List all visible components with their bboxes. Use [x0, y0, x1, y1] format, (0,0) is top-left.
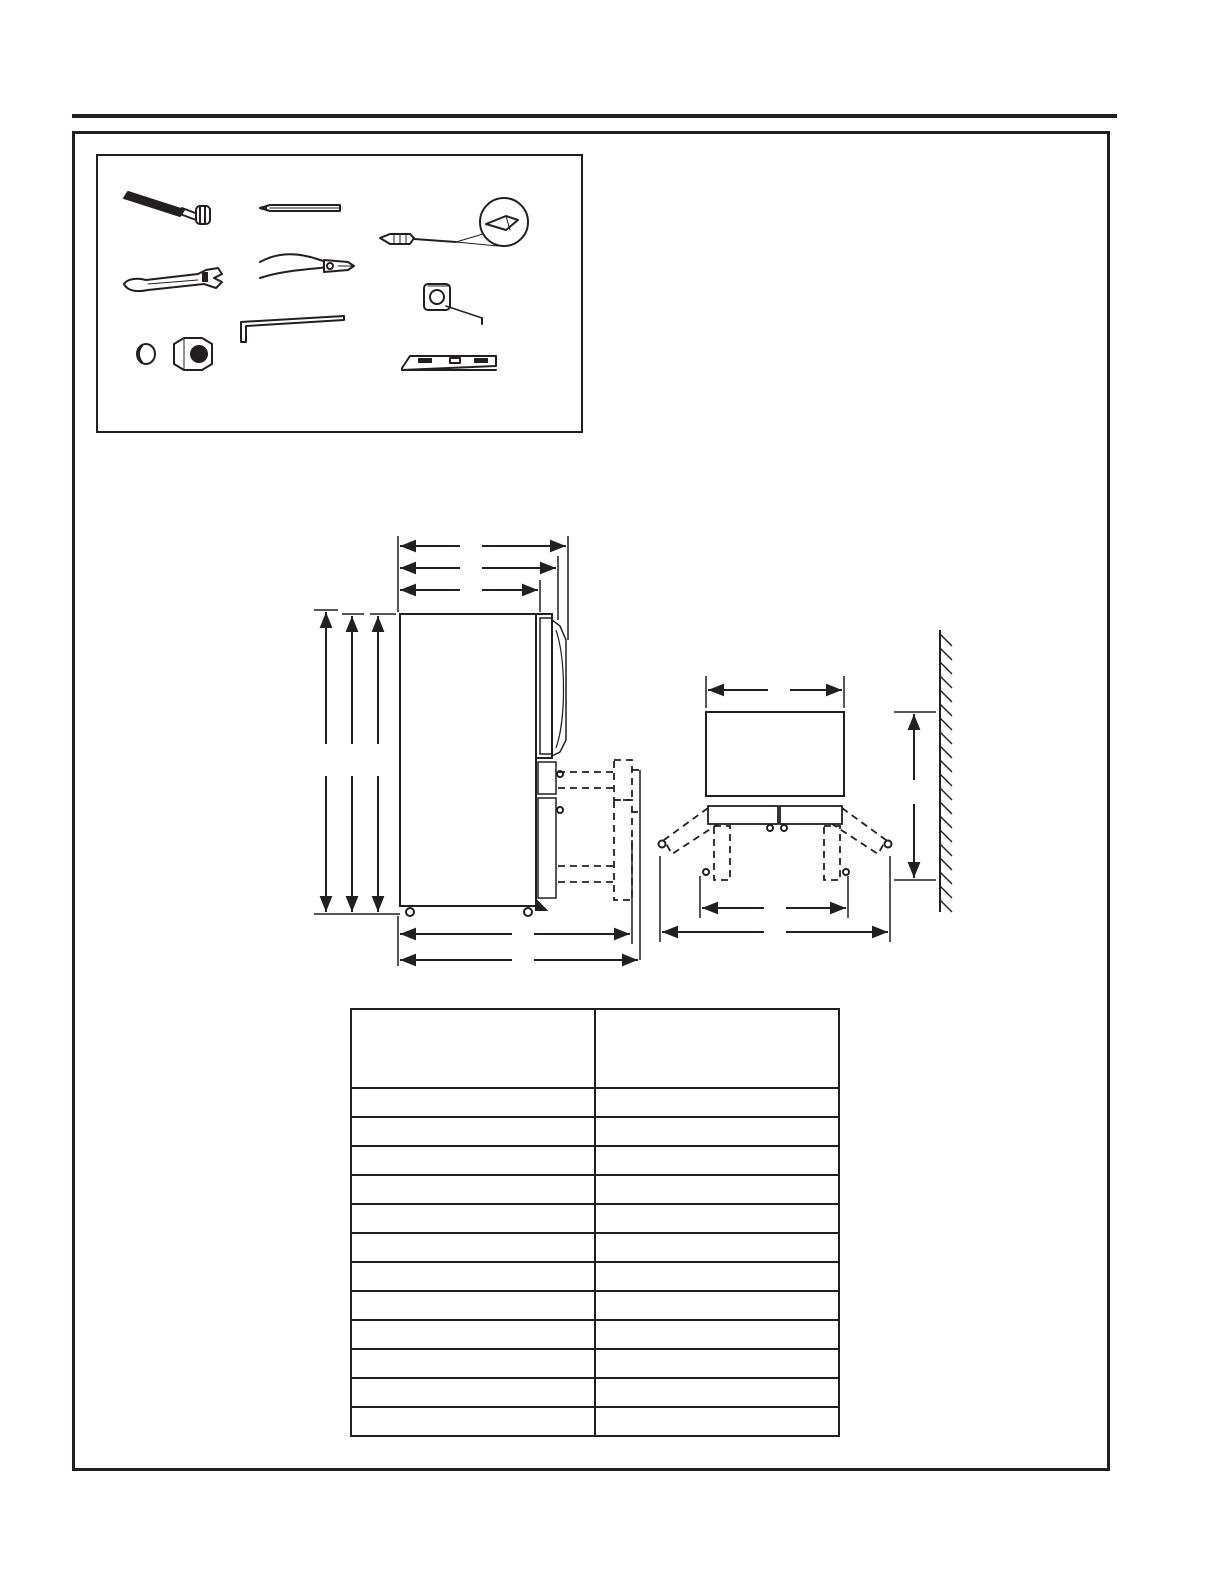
adjustable-wrench-icon	[124, 268, 222, 291]
table-cell	[351, 1175, 595, 1204]
table-row	[351, 1146, 839, 1175]
table-cell	[351, 1378, 595, 1407]
table-row	[351, 1349, 839, 1378]
pliers-icon	[260, 254, 354, 278]
tape-measure-icon	[424, 284, 482, 324]
phillips-screwdriver-icon	[380, 198, 528, 246]
compression-nut-icon	[174, 338, 212, 370]
table-cell	[351, 1088, 595, 1117]
table-cell	[595, 1262, 839, 1291]
table-row	[351, 1204, 839, 1233]
level-icon	[402, 356, 496, 370]
table-cell	[351, 1233, 595, 1262]
table-cell	[351, 1349, 595, 1378]
table-cell	[351, 1320, 595, 1349]
rear-wall-hatch	[940, 630, 952, 912]
top-view-refrigerator	[659, 676, 937, 942]
dimension-diagram	[290, 520, 970, 985]
table-cell	[351, 1117, 595, 1146]
table-row	[351, 1117, 839, 1146]
table-cell	[595, 1117, 839, 1146]
socket-wrench-icon	[124, 192, 210, 224]
table-cell	[595, 1291, 839, 1320]
table-row	[351, 1320, 839, 1349]
table-row	[351, 1378, 839, 1407]
table-cell	[595, 1378, 839, 1407]
table-cell	[351, 1407, 595, 1436]
table-row	[351, 1407, 839, 1436]
table-row	[351, 1088, 839, 1117]
compression-sleeve-icon	[137, 344, 155, 364]
table-cell	[595, 1349, 839, 1378]
table-row	[351, 1233, 839, 1262]
table-cell	[595, 1320, 839, 1349]
side-view-refrigerator	[314, 536, 640, 966]
table-cell	[595, 1233, 839, 1262]
table-cell	[595, 1175, 839, 1204]
table-cell	[351, 1204, 595, 1233]
table-header-cell	[595, 1009, 839, 1088]
table-header-row	[351, 1009, 839, 1088]
table-row	[351, 1262, 839, 1291]
table-cell	[351, 1146, 595, 1175]
top-rule	[72, 114, 1117, 118]
table-cell	[351, 1291, 595, 1320]
table-cell	[595, 1088, 839, 1117]
tools-needed-box	[96, 154, 583, 433]
table-cell	[595, 1407, 839, 1436]
table-cell	[595, 1204, 839, 1233]
table-row	[351, 1175, 839, 1204]
table-cell	[595, 1146, 839, 1175]
table-cell	[351, 1262, 595, 1291]
hex-key-icon	[241, 316, 344, 342]
pencil-icon	[260, 205, 340, 211]
table-header-cell	[351, 1009, 595, 1088]
table-row	[351, 1291, 839, 1320]
dimension-table	[350, 1008, 840, 1437]
